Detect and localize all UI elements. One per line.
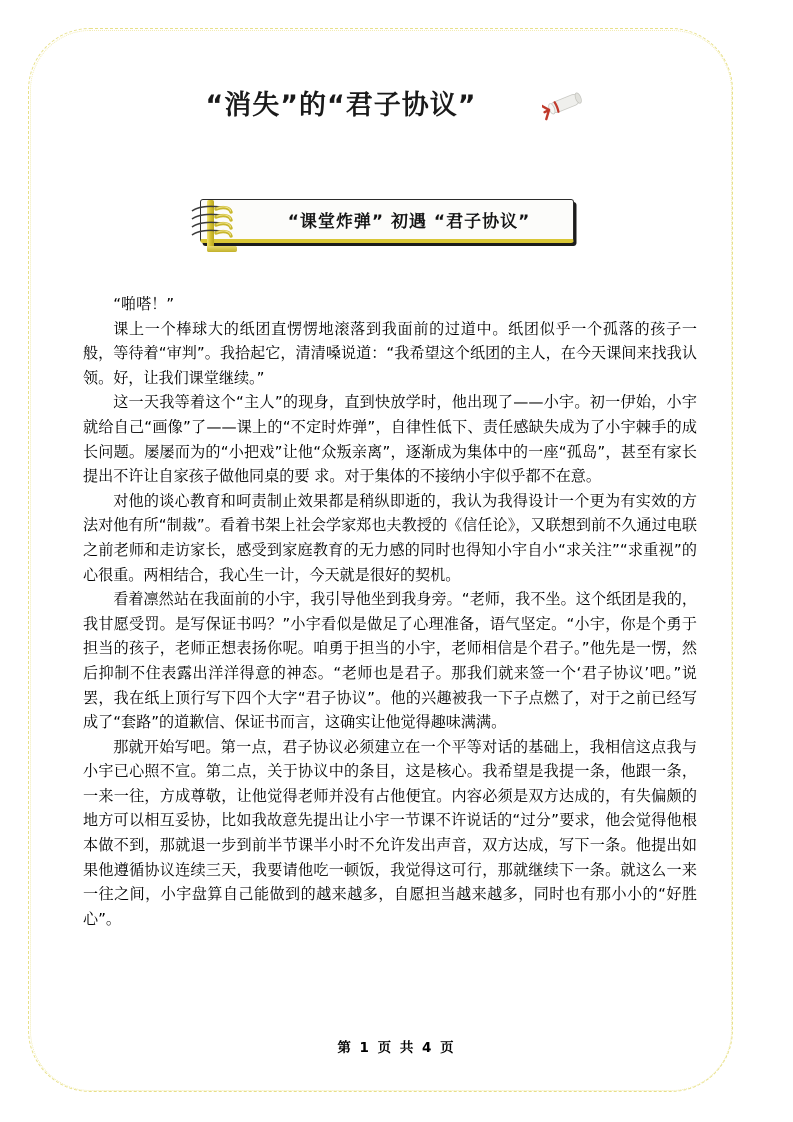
page-title: “消失”的“君子协议” (205, 90, 477, 121)
section-heading-block (186, 199, 574, 249)
paragraph: 看着凛然站在我面前的小宇，我引导他坐到我身旁。“老师，我不坐。这个纸团是我的，我甘愿受罚。是写保证书吗？”小宇看似是做足了心理准备，语气坚定。“小宇，你是个勇于担当的孩子，老师正想表扬你呢。咱勇于担当的小宇，老师相信是个君子。”他先是一愣，然后抑制不住表露出洋洋得意的神态。“老师也是君子。那我们就来签一个‘君子协议’吧。”说罢，我在纸上顶行写下四个大字“君子协议”。他的兴趣被我一下子点燃了，对于之前已经写成了“套路”的道歉信、保证书而言，这确实让他觉得趣味满满。 (83, 590, 697, 732)
notepad-panel (200, 199, 574, 243)
section-heading-text: “课堂炸弹” 初遇 “君子协议” (287, 212, 531, 232)
paragraph: “啪嗒！” (113, 295, 175, 313)
spiral-binding-icon (186, 201, 256, 247)
page-footer: 第 1 页 共 4 页 (337, 1040, 456, 1056)
title-row (0, 88, 793, 123)
paragraph: 对他的谈心教育和呵责制止效果都是稍纵即逝的，我认为我得设计一个更为有实效的方法对他有所“制裁”。看着书架上社会学家郑也夫教授的《信任论》，又联想到前不久通过电联之前老师和走访家长，感受到家庭教育的无力感的同时也得知小宇自小“求关注”“求重视”的心很重。两相结合，我心生一计，今天就是很好的契机。 (83, 491, 697, 584)
paragraph: 那就开始写吧。第一点，君子协议必须建立在一个平等对话的基础上，我相信这点我与小宇已心照不宣。第二点，关于协议中的条目，这是核心。我希望是我提一条，他跟一条，一来一往，方成尊敬，让他觉得老师并没有占他便宜。内容必须是双方达成的，有失偏颇的地方可以相互妥协，比如我故意先提出让小宇一节课不许说话的“过分”要求，他会觉得他根本做不到，那就退一步到前半节课半小时不允许发出声音，双方达成，写下一条。他提出如果他遵循协议连续三天，我要请他吃一顿饭，我觉得这可行，那就继续下一条。就这么一来一往之间，小宇盘算自己能做到的越来越多，自愿担当越来越多，同时也有那小小的“好胜心”。 (83, 737, 697, 928)
article-body (83, 292, 697, 931)
diploma-scroll-icon (542, 87, 588, 121)
paragraph: 这一天我等着这个“主人”的现身，直到快放学时，他出现了——小宇。初一伊始，小宇就给自己“画像”了——课上的“不定时炸弹”，自律性低下、责任感缺失成为了小宇棘手的成长问题。屡屡而为的“小把戏”让他“众叛亲离”，逐渐成为集体中的一座“孤岛”，甚至有家长提出不许让自家孩子做他同桌的要 求。对于集体的不接纳小宇似乎都不在意。 (83, 393, 697, 486)
paragraph: 课上一个棒球大的纸团直愣愣地滚落到我面前的过道中。纸团似乎一个孤落的孩子一般，等待着“审判”。我拾起它，清清嗓说道：“我希望这个纸团的主人，在今天课间来找我认领。好，让我们课堂继续。” (83, 319, 697, 387)
